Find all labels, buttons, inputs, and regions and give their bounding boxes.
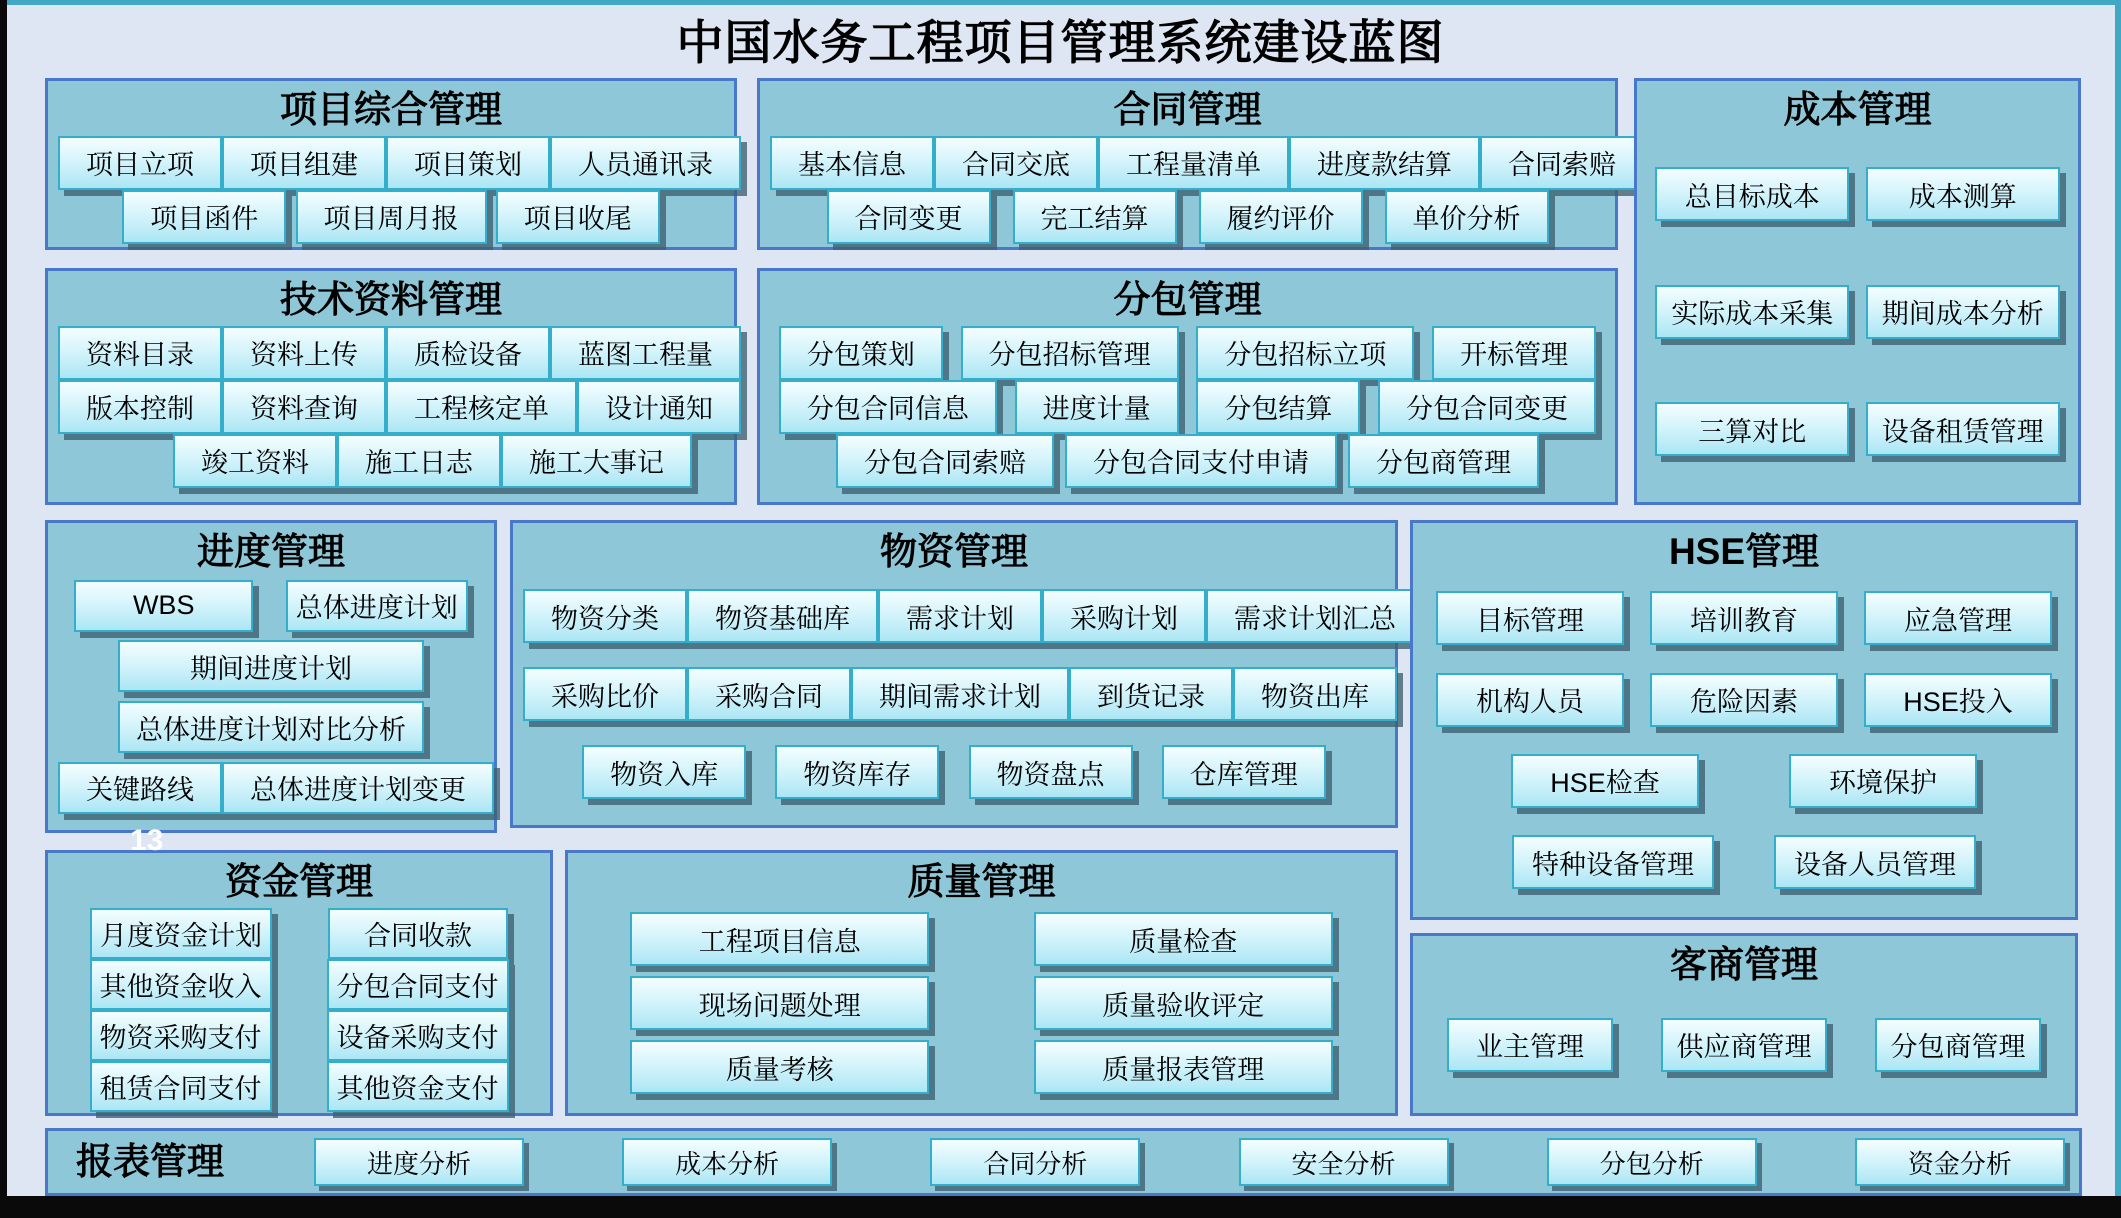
- panel-title-report: 报表管理: [76, 1140, 224, 1182]
- module-button[interactable]: 分包合同索赔: [836, 434, 1054, 488]
- module-button[interactable]: 分包策划: [779, 326, 943, 380]
- module-button[interactable]: 月度资金计划: [90, 908, 272, 959]
- panel-title-hse: HSE管理: [1668, 531, 1820, 572]
- module-button[interactable]: 到货记录: [1069, 667, 1233, 721]
- module-row: [523, 745, 1385, 799]
- module-button[interactable]: 完工结算: [1013, 190, 1177, 244]
- module-button[interactable]: 分包招标管理: [961, 326, 1179, 380]
- module-row: [58, 701, 484, 753]
- page-title: 中国水务工程项目管理系统建设蓝图: [676, 16, 1445, 69]
- module-button[interactable]: 设备采购支付: [327, 1010, 509, 1061]
- module-button[interactable]: 分包招标立项: [1196, 326, 1414, 380]
- module-button[interactable]: 质量报表管理: [1034, 1040, 1333, 1094]
- panel-rows: [760, 134, 1615, 258]
- module-button[interactable]: 总体进度计划变更: [222, 762, 494, 814]
- module-button[interactable]: 采购比价: [523, 667, 687, 721]
- module-button[interactable]: 采购计划: [1042, 589, 1206, 643]
- panel-rows: [48, 576, 494, 830]
- panel-title-project: 项目综合管理: [280, 89, 502, 130]
- module-button[interactable]: 资料查询: [222, 380, 386, 434]
- module-button[interactable]: 版本控制: [58, 380, 222, 434]
- module-button[interactable]: 人员通讯录: [550, 136, 741, 190]
- module-button[interactable]: 设备人员管理: [1774, 835, 1976, 889]
- module-button[interactable]: 分包合同支付申请: [1065, 434, 1337, 488]
- module-button[interactable]: 施工日志: [337, 434, 501, 488]
- module-row: [58, 380, 724, 434]
- module-button[interactable]: 项目收尾: [496, 190, 660, 244]
- module-button[interactable]: 工程项目信息: [630, 912, 929, 966]
- module-button[interactable]: 总目标成本: [1655, 167, 1849, 221]
- module-button[interactable]: 质量验收评定: [1034, 976, 1333, 1030]
- module-button[interactable]: 机构人员: [1436, 673, 1624, 727]
- panel-title-subcontract: 分包管理: [1113, 279, 1262, 320]
- panel-title-tech: 技术资料管理: [280, 279, 502, 320]
- module-button[interactable]: 基本信息: [770, 136, 934, 190]
- module-row: [1647, 285, 2068, 339]
- panel-hse: [1410, 520, 2078, 920]
- module-button[interactable]: 设计通知: [577, 380, 741, 434]
- module-button[interactable]: 实际成本采集: [1655, 285, 1849, 339]
- module-button[interactable]: 蓝图工程量: [550, 326, 741, 380]
- module-row: [1647, 402, 2068, 456]
- module-button[interactable]: 分包合同变更: [1378, 380, 1596, 434]
- module-button[interactable]: 物资基础库: [687, 589, 878, 643]
- module-button[interactable]: 需求计划汇总: [1206, 589, 1424, 643]
- module-row: [1423, 673, 2065, 727]
- module-button[interactable]: 设备租赁管理: [1866, 402, 2060, 456]
- module-button[interactable]: 成本测算: [1866, 167, 2060, 221]
- module-row: [1423, 835, 2065, 889]
- panel-funds: [45, 850, 553, 1116]
- frame-right-accent: [2115, 0, 2121, 1196]
- panel-rows: [1637, 134, 2078, 502]
- module-row: [58, 326, 724, 380]
- module-row: [1647, 167, 2068, 221]
- module-button[interactable]: 进度分析: [314, 1138, 524, 1186]
- module-row: [770, 190, 1605, 244]
- module-button[interactable]: HSE投入: [1864, 673, 2052, 727]
- panel-title-quality: 质量管理: [907, 861, 1056, 902]
- module-button[interactable]: 资料上传: [222, 326, 386, 380]
- module-row: [58, 580, 484, 632]
- module-button[interactable]: WBS: [74, 580, 253, 632]
- module-button[interactable]: 项目立项: [58, 136, 222, 190]
- panel-title-funds: 资金管理: [225, 861, 373, 902]
- module-button[interactable]: 物资盘点: [969, 745, 1133, 799]
- module-row: [578, 1040, 1385, 1094]
- panel-rows: [48, 906, 550, 1126]
- module-button[interactable]: 项目组建: [222, 136, 386, 190]
- module-button[interactable]: 分包合同信息: [779, 380, 997, 434]
- module-button[interactable]: 项目函件: [122, 190, 286, 244]
- module-row: [1423, 591, 2065, 645]
- module-button[interactable]: 租赁合同支付: [90, 1061, 272, 1112]
- module-button[interactable]: 目标管理: [1436, 591, 1624, 645]
- panel-rows: [48, 134, 734, 258]
- page-number: 13: [130, 824, 164, 857]
- module-button[interactable]: 物资采购支付: [90, 1010, 272, 1061]
- module-button[interactable]: 资料目录: [58, 326, 222, 380]
- module-button[interactable]: 其他资金支付: [327, 1061, 509, 1112]
- module-button[interactable]: 培训教育: [1650, 591, 1838, 645]
- panel-title-cost: 成本管理: [1783, 89, 1932, 130]
- module-row: [523, 667, 1385, 721]
- module-button[interactable]: 分包分析: [1547, 1138, 1757, 1186]
- module-button[interactable]: 应急管理: [1864, 591, 2052, 645]
- panel-rows: [568, 906, 1395, 1113]
- module-button[interactable]: 项目策划: [386, 136, 550, 190]
- module-button[interactable]: 总体进度计划对比分析: [118, 701, 425, 753]
- panel-title-contract: 合同管理: [1113, 89, 1262, 130]
- module-button[interactable]: 分包商管理: [1348, 434, 1539, 488]
- module-button[interactable]: 供应商管理: [1661, 1018, 1828, 1072]
- module-row: [58, 640, 484, 692]
- panel-title-vendor: 客商管理: [1670, 944, 1818, 985]
- module-button[interactable]: 质量检查: [1034, 912, 1333, 966]
- module-button[interactable]: 物资库存: [775, 745, 939, 799]
- frame-top-accent: [0, 0, 2121, 5]
- module-button[interactable]: 合同索赔: [1480, 136, 1644, 190]
- module-button[interactable]: 总体进度计划: [286, 580, 468, 632]
- module-row: [62, 908, 536, 959]
- module-button[interactable]: 履约评价: [1199, 190, 1363, 244]
- module-button[interactable]: 期间需求计划: [851, 667, 1069, 721]
- panel-quality: [565, 850, 1398, 1116]
- module-row: [578, 912, 1385, 966]
- module-row: [770, 434, 1605, 488]
- module-button[interactable]: 物资入库: [582, 745, 746, 799]
- module-button[interactable]: 分包商管理: [1875, 1018, 2042, 1072]
- panel-report: [45, 1128, 2082, 1196]
- module-button[interactable]: 业主管理: [1447, 1018, 1614, 1072]
- module-button[interactable]: 工程核定单: [386, 380, 577, 434]
- module-button[interactable]: 现场问题处理: [630, 976, 929, 1030]
- module-button[interactable]: 项目周月报: [296, 190, 487, 244]
- module-button[interactable]: 进度款结算: [1289, 136, 1480, 190]
- module-row: [770, 326, 1605, 380]
- panel-material: [510, 520, 1398, 828]
- module-button[interactable]: 物资分类: [523, 589, 687, 643]
- panel-title-material: 物资管理: [880, 531, 1028, 572]
- module-button[interactable]: 仓库管理: [1162, 745, 1326, 799]
- module-button[interactable]: 成本分析: [622, 1138, 832, 1186]
- module-button[interactable]: HSE检查: [1511, 754, 1699, 808]
- panel-cost: [1634, 78, 2081, 505]
- module-row: [770, 136, 1616, 190]
- panel-rows: [48, 324, 734, 502]
- module-button[interactable]: 单价分析: [1385, 190, 1549, 244]
- module-button[interactable]: 三算对比: [1655, 402, 1849, 456]
- panel-rows: [1413, 576, 2075, 917]
- module-button[interactable]: 进度计量: [1015, 380, 1179, 434]
- module-button[interactable]: 特种设备管理: [1512, 835, 1714, 889]
- module-button[interactable]: 开标管理: [1432, 326, 1596, 380]
- module-button[interactable]: 竣工资料: [173, 434, 337, 488]
- module-button[interactable]: 合同交底: [934, 136, 1098, 190]
- module-button[interactable]: 期间进度计划: [118, 640, 425, 692]
- module-button[interactable]: 工程量清单: [1098, 136, 1289, 190]
- panel-vendor: [1410, 933, 2078, 1116]
- module-button[interactable]: 合同收款: [328, 908, 508, 959]
- module-button[interactable]: 其他资金收入: [90, 959, 272, 1010]
- module-button[interactable]: 期间成本分析: [1866, 285, 2060, 339]
- panel-rows: [1413, 989, 2075, 1113]
- module-row: [62, 959, 536, 1010]
- frame-left-edge: [0, 0, 7, 1218]
- panel-rows: [760, 324, 1615, 502]
- module-button[interactable]: 需求计划: [878, 589, 1042, 643]
- module-button[interactable]: 合同分析: [930, 1138, 1140, 1186]
- module-button[interactable]: 分包合同支付: [327, 959, 509, 1010]
- module-button[interactable]: 关键路线: [58, 762, 222, 814]
- module-button[interactable]: 资金分析: [1855, 1138, 2065, 1186]
- module-button[interactable]: 危险因素: [1650, 673, 1838, 727]
- module-row: [58, 434, 724, 488]
- module-row: [523, 589, 1396, 643]
- module-button[interactable]: 施工大事记: [501, 434, 692, 488]
- module-row: [58, 762, 484, 814]
- module-button[interactable]: 环境保护: [1789, 754, 1977, 808]
- module-button[interactable]: 分包结算: [1196, 380, 1360, 434]
- module-button[interactable]: 物资出库: [1233, 667, 1397, 721]
- module-row: [62, 1061, 536, 1112]
- module-row: [1423, 754, 2065, 808]
- module-button[interactable]: 合同变更: [827, 190, 991, 244]
- module-row: [1423, 1018, 2065, 1072]
- panel-subcontract: [757, 268, 1618, 505]
- panel-contract: [757, 78, 1618, 250]
- module-row: [314, 1138, 2065, 1186]
- module-row: [62, 1010, 536, 1061]
- panel-title-schedule: 进度管理: [197, 531, 345, 572]
- module-button[interactable]: 质量考核: [630, 1040, 929, 1094]
- panel-project: [45, 78, 737, 250]
- panel-tech: [45, 268, 737, 505]
- panel-rows: [513, 576, 1395, 825]
- module-row: [578, 976, 1385, 1030]
- module-button[interactable]: 安全分析: [1239, 1138, 1449, 1186]
- module-button[interactable]: 采购合同: [687, 667, 851, 721]
- frame-bottom-edge: [0, 1196, 2121, 1218]
- module-row: [770, 380, 1605, 434]
- module-row: [58, 136, 724, 190]
- panel-rows: [224, 1138, 2079, 1186]
- module-button[interactable]: 质检设备: [386, 326, 550, 380]
- module-row: [58, 190, 724, 244]
- panel-schedule: [45, 520, 497, 833]
